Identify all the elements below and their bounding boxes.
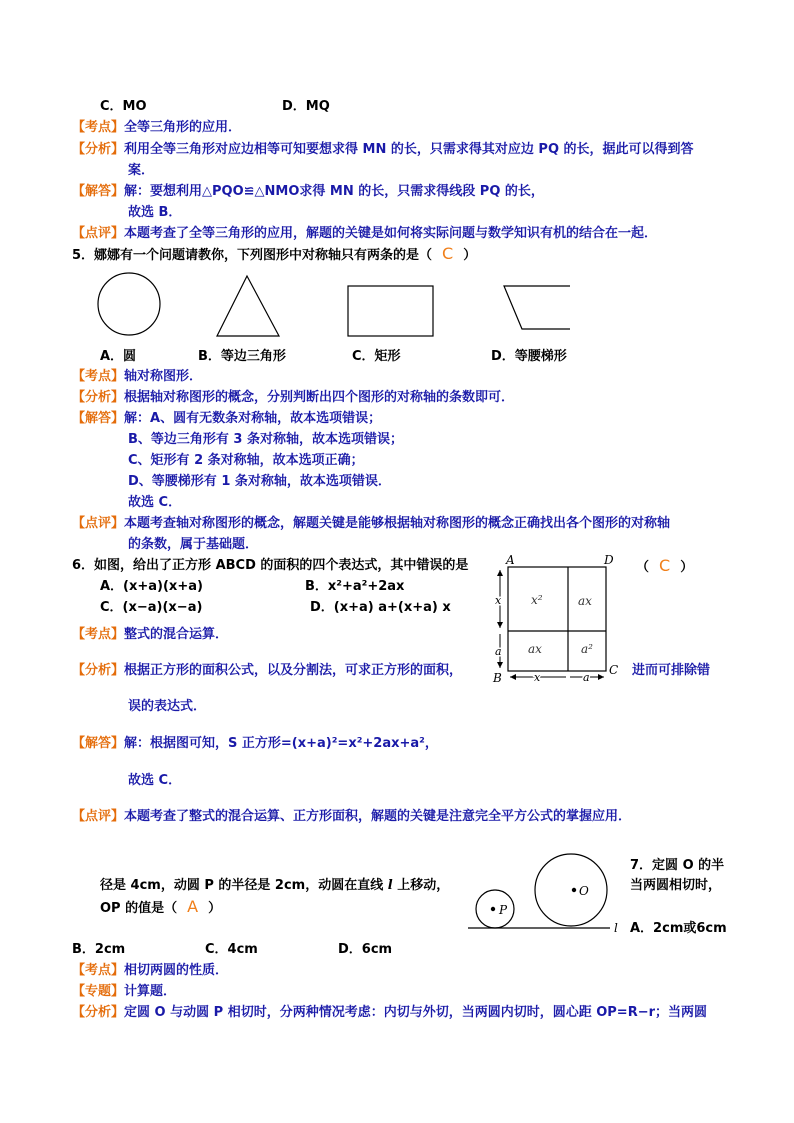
q5-stem-text: 5．娜娜有一个问题请教你，下列图形中对称轴只有两条的是（ <box>72 248 433 263</box>
q6-dianping <box>72 808 631 826</box>
q7-kaodian <box>72 962 228 980</box>
fenxi-tag: 【分析】 <box>72 663 125 678</box>
q5-jieda-c: C、矩形有 2 条对称轴，故本选项正确； <box>128 453 364 468</box>
q7-fenxi <box>72 1004 707 1022</box>
dianping-tag: 【点评】 <box>72 809 125 824</box>
jieda-tag: 【解答】 <box>72 184 125 199</box>
q5-option-a: A．圆 <box>100 349 137 364</box>
q6-option-b: B．x²+a²+2ax <box>305 579 405 594</box>
dianping-text: 本题考查了全等三角形的应用，解题的关键是如何将实际问题与数学知识有机的结合在一起． <box>124 226 658 241</box>
dim-x-bottom-label: x <box>534 671 541 684</box>
q7-stem-left-2 <box>100 898 221 918</box>
fenxi-text: 根据轴对称图形的概念，分别判断出四个图形的对称轴的条数即可． <box>124 390 515 405</box>
q6-fenxi <box>72 662 462 680</box>
kaodian-tag: 【考点】 <box>72 369 125 384</box>
q6-fenxi-cont: 误的表达式． <box>128 699 207 714</box>
vertex-c: C <box>609 663 619 677</box>
kaodian-text: 轴对称图形． <box>124 369 203 384</box>
q4-option-c: C．MO <box>100 99 147 114</box>
cell-x-squared: x² <box>531 593 543 607</box>
dianping-text: 本题考查轴对称图形的概念，解题关键是能够根据轴对称图形的概念正确找出各个图形的对称轴 <box>124 516 671 531</box>
q7-stem-text: 径是 4cm，动圆 P 的半径是 2cm，动圆在直线 <box>100 878 388 893</box>
q4-jieda <box>72 183 544 201</box>
center-p-label: P <box>499 903 508 917</box>
kaodian-tag: 【考点】 <box>72 627 125 642</box>
q7-stem-right-1: 7．定圆 O 的半 <box>630 858 725 873</box>
rectangle-shape <box>348 286 433 336</box>
q5-option-d: D．等腰梯形 <box>491 349 567 364</box>
q7-option-c: C．4cm <box>205 942 258 957</box>
q6-stem: 6．如图，给出了正方形 ABCD 的面积的四个表达式，其中错误的是 <box>72 558 469 573</box>
cell-ax-bottom: ax <box>528 642 542 656</box>
jieda-tag: 【解答】 <box>72 736 125 751</box>
fenxi-text: 根据正方形的面积公式，以及分割法，可求正方形的面积， <box>124 663 463 678</box>
vertex-a: A <box>506 553 515 567</box>
q4-jieda-choice: 故选 B． <box>128 205 182 220</box>
q7-close-paren: ） <box>208 901 222 916</box>
q5-jieda-choice: 故选 C． <box>128 495 182 510</box>
dim-a-bottom-label: a <box>583 671 590 684</box>
kaodian-text: 整式的混合运算． <box>124 627 229 642</box>
dianping-tag: 【点评】 <box>72 226 125 241</box>
circle-shape <box>98 273 160 335</box>
fenxi-tag: 【分析】 <box>72 142 125 157</box>
q5-jieda-d: D、等腰梯形有 1 条对称轴，故本选项错误． <box>128 474 391 489</box>
q6-answer-bracket <box>636 557 693 577</box>
jieda-text: 解：A、圆有无数条对称轴，故本选项错误； <box>124 411 382 426</box>
q6-square-figure <box>488 552 628 684</box>
q6-fenxi-right: 进而可排除错 <box>632 663 711 678</box>
jieda-text: 解：要想利用△PQO≌△NMO求得 MN 的长，只需求得线段 PQ 的长， <box>124 184 544 199</box>
q5-jieda-b: B、等边三角形有 3 条对称轴，故本选项错误； <box>128 432 404 447</box>
q7-stem-right-2: 当两圆相切时， <box>630 878 722 893</box>
dim-x-left-label: x <box>495 594 502 607</box>
vertex-b: B <box>493 671 502 684</box>
q4-dianping <box>72 225 657 243</box>
fenxi-tag: 【分析】 <box>72 1005 125 1020</box>
q7-line-var: l <box>387 878 393 893</box>
q4-fenxi <box>72 141 694 159</box>
q7-option-a: A．2cm或6cm <box>630 921 727 936</box>
cell-ax-top: ax <box>578 594 592 608</box>
q5-dianping-cont: 的条数，属于基础题． <box>128 537 259 552</box>
arrow-head <box>497 570 503 576</box>
q7-option-d: D．6cm <box>338 942 393 957</box>
q4-fenxi-cont: 案． <box>128 163 155 178</box>
q6-option-a: A．(x+a)(x+a) <box>100 579 203 594</box>
q6-option-d: D．(x+a) a+(x+a) x <box>310 600 451 615</box>
kaodian-text: 全等三角形的应用． <box>124 120 242 135</box>
q6-jieda-choice: 故选 C． <box>128 773 182 788</box>
q5-stem <box>72 245 476 265</box>
jieda-tag: 【解答】 <box>72 411 125 426</box>
zhuanti-tag: 【专题】 <box>72 984 125 999</box>
center-p <box>491 907 495 911</box>
arrow-head <box>598 674 604 680</box>
line-l-label: l <box>614 921 618 935</box>
vertex-d: D <box>604 553 614 567</box>
q7-zhuanti <box>72 983 176 1001</box>
trapezoid-shape <box>504 286 570 329</box>
q5-option-c: C．矩形 <box>352 349 401 364</box>
arrow-head <box>497 622 503 628</box>
kaodian-text: 相切两圆的性质． <box>124 963 229 978</box>
fixed-circle-o <box>535 854 607 926</box>
zhuanti-text: 计算题． <box>124 984 177 999</box>
q6-jieda <box>72 735 438 753</box>
q4-option-d: D．MQ <box>282 99 330 114</box>
q7-answer: A <box>187 897 199 916</box>
triangle-shape <box>217 276 279 336</box>
center-o <box>572 888 576 892</box>
q6-option-c: C．(x−a)(x−a) <box>100 600 203 615</box>
center-o-label: O <box>579 884 589 898</box>
q5-answer: C <box>442 244 454 263</box>
dianping-text: 本题考查了整式的混合运算、正方形面积，解题的关键是注意完全平方公式的掌握应用． <box>124 809 632 824</box>
q5-close-paren: ） <box>463 248 477 263</box>
arrow-head <box>497 662 503 668</box>
kaodian-tag: 【考点】 <box>72 120 125 135</box>
q5-option-b: B．等边三角形 <box>198 349 286 364</box>
q5-dianping <box>72 515 670 533</box>
q7-option-b: B．2cm <box>72 942 126 957</box>
q7-stem-text-2: OP 的值是（ <box>100 901 178 916</box>
q7-stem-end: 上移动， <box>392 878 450 893</box>
q5-kaodian <box>72 368 202 386</box>
q5-fenxi <box>72 389 514 407</box>
fenxi-text: 定圆 O 与动圆 P 相切时，分两种情况考虑：内切与外切，当两圆内切时，圆心距 OP=R−r；当两圆 <box>124 1005 708 1020</box>
q6-close-paren: ） <box>680 560 694 575</box>
q7-stem-left-1 <box>100 877 449 895</box>
fenxi-text: 利用全等三角形对应边相等可知要想求得 MN 的长，只需求得其对应边 PQ 的长，据此可以得到答 <box>124 142 694 157</box>
q6-answer: C <box>659 556 671 575</box>
jieda-text: 解：根据图可知，S 正方形=(x+a)²=x²+2ax+a²， <box>124 736 438 751</box>
fenxi-tag: 【分析】 <box>72 390 125 405</box>
q4-kaodian <box>72 119 241 137</box>
dianping-tag: 【点评】 <box>72 516 125 531</box>
q5-shapes-figure <box>90 270 570 342</box>
q5-jieda <box>72 410 381 428</box>
dim-a-left-label: a <box>495 645 502 658</box>
arrow-head <box>510 674 516 680</box>
cell-a-squared: a² <box>581 642 593 656</box>
q6-open-paren: （ <box>636 560 650 575</box>
q7-circles-figure <box>464 845 634 937</box>
q6-kaodian <box>72 626 228 644</box>
kaodian-tag: 【考点】 <box>72 963 125 978</box>
